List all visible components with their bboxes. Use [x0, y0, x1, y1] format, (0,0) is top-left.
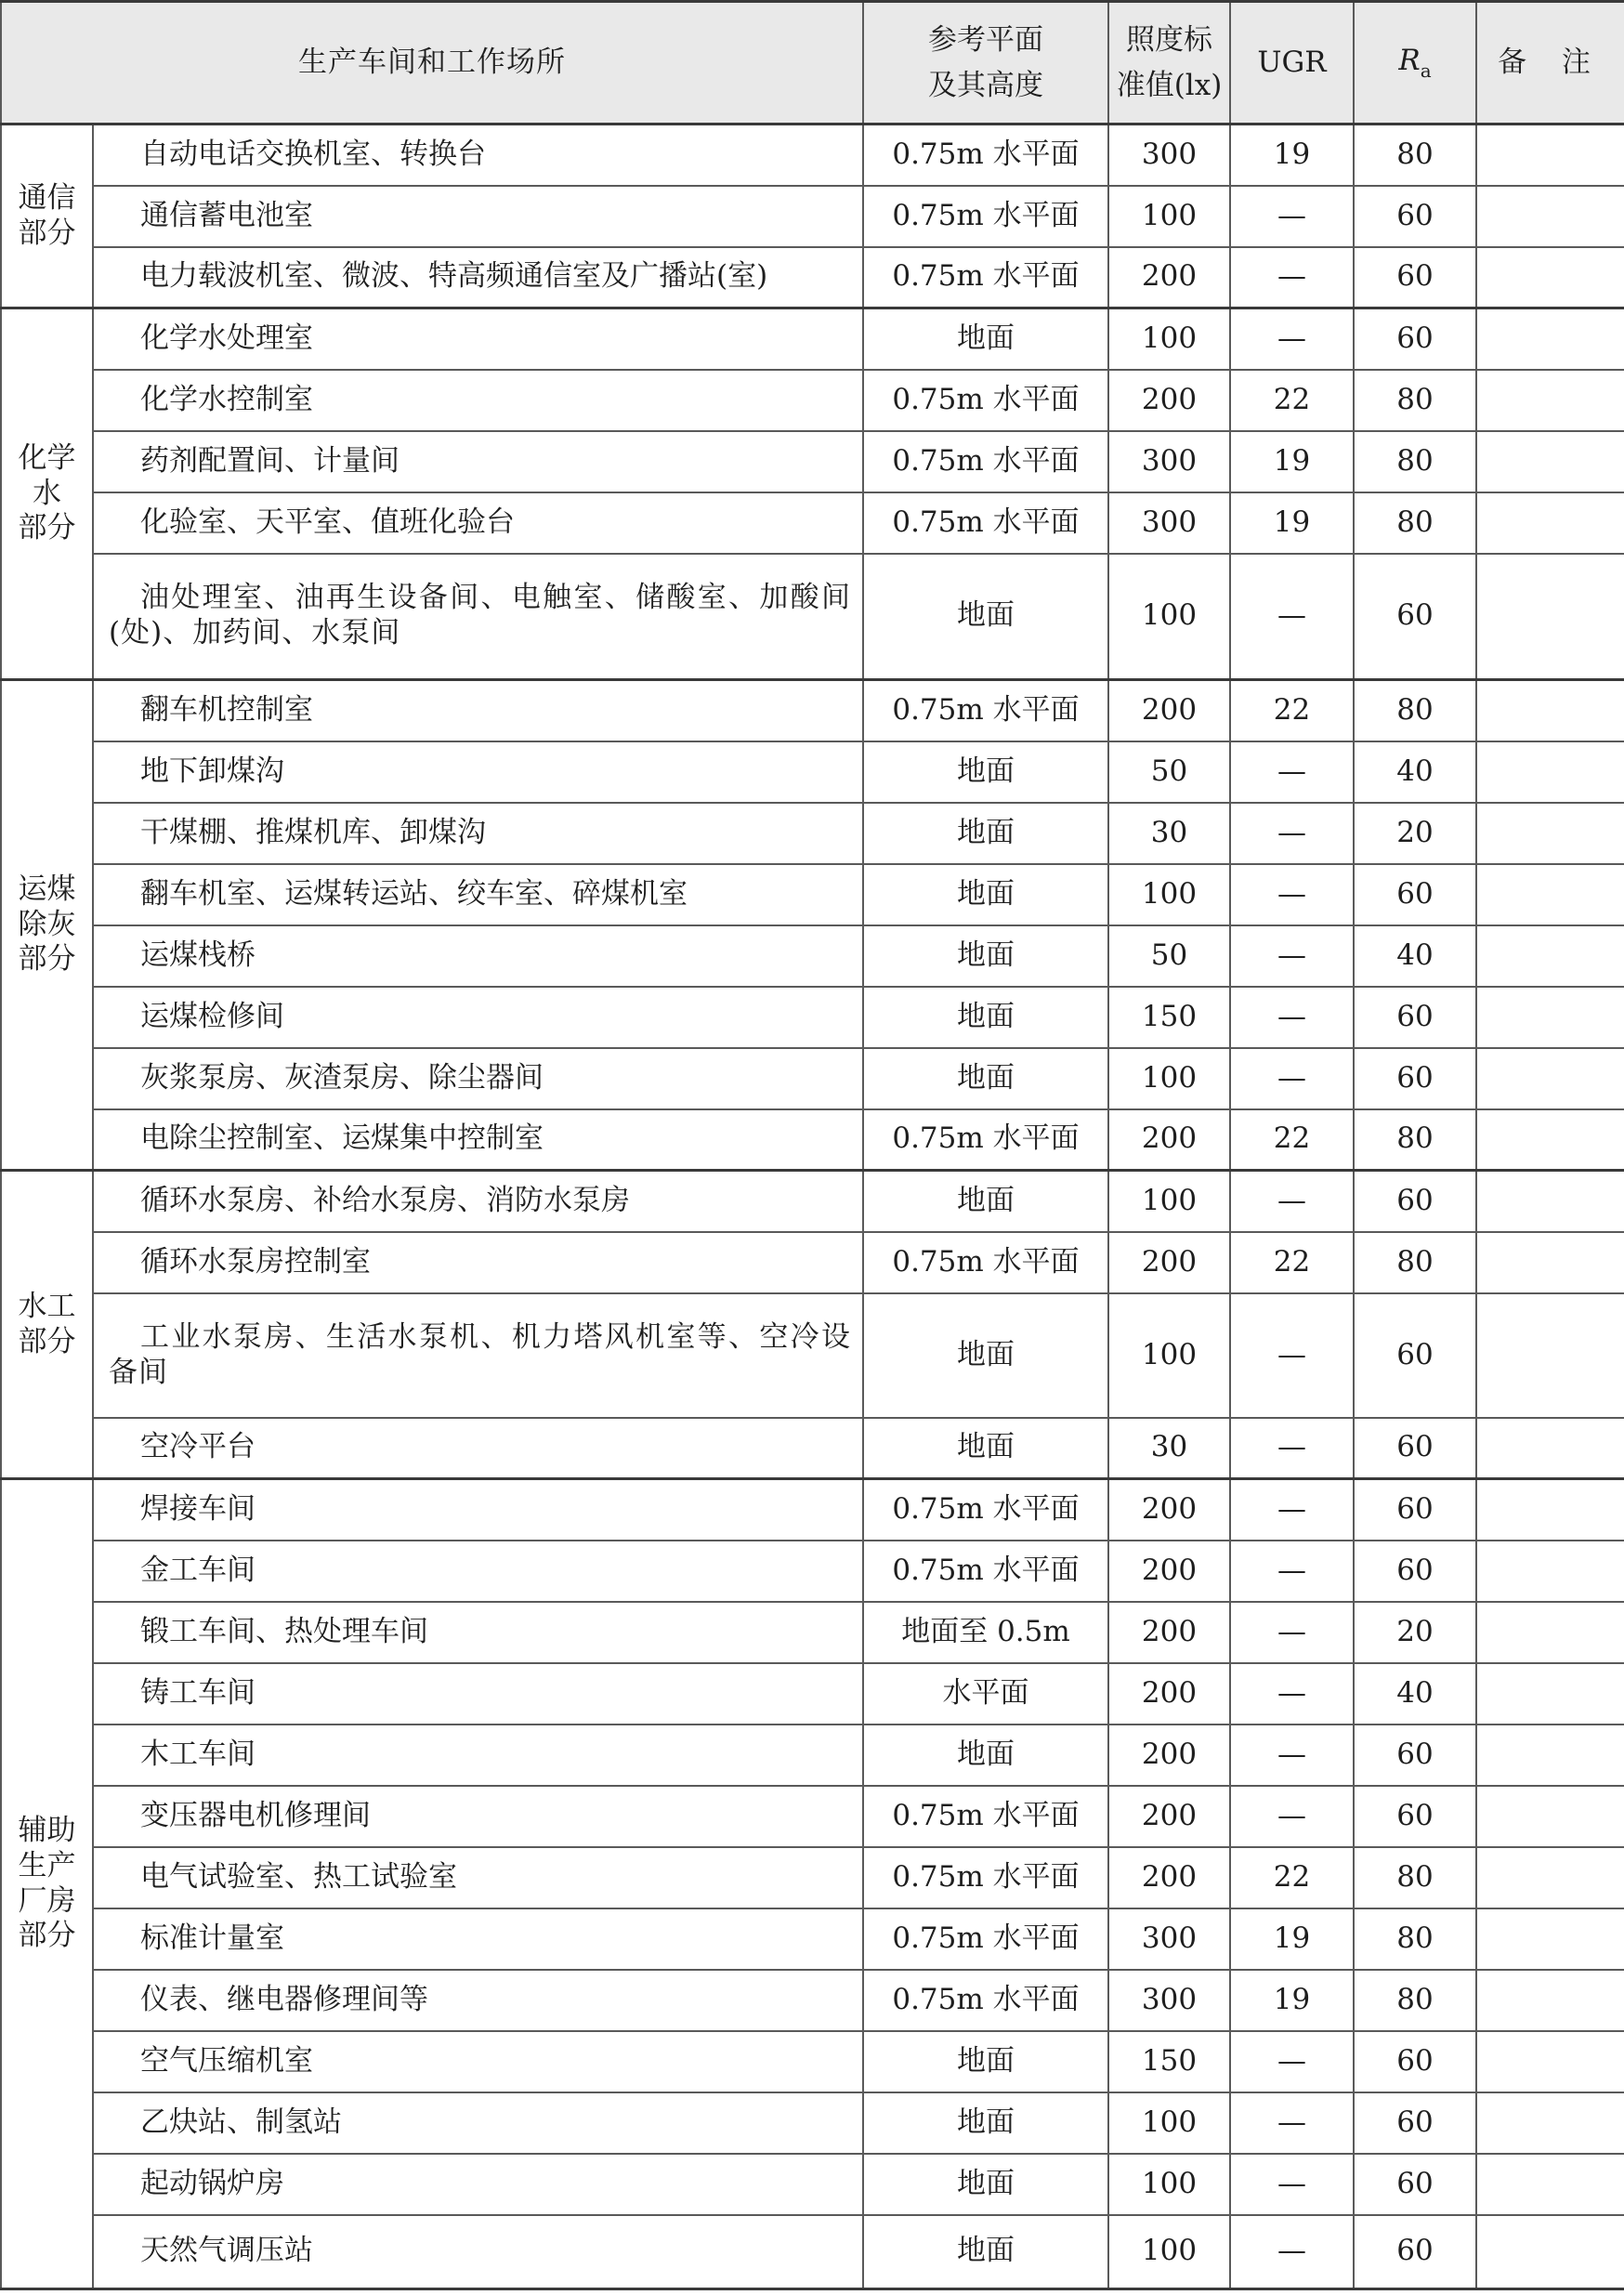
cell-reference-plane: 0.75m 水平面 [863, 431, 1108, 492]
header-ugr: UGR [1230, 2, 1354, 125]
cell-place-name: 运煤检修间 [93, 987, 863, 1048]
table-body [1, 125, 1624, 2289]
cell-ugr: — [1230, 1663, 1354, 1725]
table-row [1, 431, 1624, 492]
table-row [1, 2092, 1624, 2154]
cell-ugr: — [1230, 1602, 1354, 1663]
cell-place-name: 电除尘控制室、运煤集中控制室 [93, 1109, 863, 1171]
cell-ra: 60 [1354, 2154, 1476, 2215]
cell-reference-plane: 0.75m 水平面 [863, 1479, 1108, 1541]
table-row [1, 1109, 1624, 1171]
cell-ra: 80 [1354, 492, 1476, 554]
cell-ugr: — [1230, 2154, 1354, 2215]
group-label: 化学 水 部分 [1, 308, 93, 680]
table-row [1, 125, 1624, 186]
cell-ra: 60 [1354, 1786, 1476, 1847]
cell-note [1476, 987, 1624, 1048]
cell-ra: 60 [1354, 186, 1476, 247]
header-lux [1108, 2, 1230, 125]
cell-illuminance: 100 [1108, 1048, 1230, 1109]
cell-ra: 60 [1354, 2215, 1476, 2289]
cell-note [1476, 1418, 1624, 1479]
cell-note [1476, 1663, 1624, 1725]
cell-ugr: — [1230, 186, 1354, 247]
cell-ra: 60 [1354, 1418, 1476, 1479]
cell-note [1476, 1725, 1624, 1786]
cell-note [1476, 247, 1624, 308]
table-row [1, 1663, 1624, 1725]
cell-illuminance: 100 [1108, 186, 1230, 247]
cell-ra: 60 [1354, 247, 1476, 308]
cell-reference-plane: 0.75m 水平面 [863, 1786, 1108, 1847]
cell-note [1476, 1232, 1624, 1293]
cell-ra: 60 [1354, 1048, 1476, 1109]
cell-place-name: 乙炔站、制氢站 [93, 2092, 863, 2154]
cell-ugr: — [1230, 554, 1354, 680]
cell-ugr: — [1230, 2031, 1354, 2092]
header-ra [1354, 2, 1476, 125]
table-row [1, 1479, 1624, 1541]
cell-place-name: 天然气调压站 [93, 2215, 863, 2289]
cell-note [1476, 2092, 1624, 2154]
cell-note [1476, 2154, 1624, 2215]
cell-note [1476, 1293, 1624, 1418]
cell-note [1476, 1908, 1624, 1970]
cell-place-name: 循环水泵房、补给水泵房、消防水泵房 [93, 1171, 863, 1232]
cell-reference-plane: 地面 [863, 1725, 1108, 1786]
cell-reference-plane: 0.75m 水平面 [863, 370, 1108, 431]
cell-ra: 20 [1354, 803, 1476, 864]
cell-ugr: — [1230, 925, 1354, 987]
cell-ra: 60 [1354, 864, 1476, 925]
cell-reference-plane: 地面 [863, 864, 1108, 925]
table-row [1, 2154, 1624, 2215]
cell-reference-plane: 0.75m 水平面 [863, 1970, 1108, 2031]
cell-reference-plane: 0.75m 水平面 [863, 1541, 1108, 1602]
table-row [1, 2031, 1624, 2092]
cell-note [1476, 2215, 1624, 2289]
table-row [1, 680, 1624, 741]
cell-illuminance: 100 [1108, 308, 1230, 370]
cell-note [1476, 492, 1624, 554]
cell-ra: 80 [1354, 1109, 1476, 1171]
table-row [1, 1786, 1624, 1847]
cell-place-name: 起动锅炉房 [93, 2154, 863, 2215]
cell-illuminance: 50 [1108, 925, 1230, 987]
table-row [1, 2215, 1624, 2289]
cell-ra: 60 [1354, 554, 1476, 680]
header-plane-text: 参考平面 及其高度 [928, 23, 1043, 102]
cell-note [1476, 1786, 1624, 1847]
table-row [1, 1725, 1624, 1786]
cell-ugr: — [1230, 1293, 1354, 1418]
cell-illuminance: 30 [1108, 1418, 1230, 1479]
cell-illuminance: 300 [1108, 1970, 1230, 2031]
cell-illuminance: 200 [1108, 1847, 1230, 1908]
cell-illuminance: 200 [1108, 1232, 1230, 1293]
cell-place-name: 锻工车间、热处理车间 [93, 1602, 863, 1663]
table-row [1, 1602, 1624, 1663]
cell-ra: 80 [1354, 1232, 1476, 1293]
group-label: 辅助 生产 厂房 部分 [1, 1479, 93, 2289]
cell-ugr: — [1230, 803, 1354, 864]
cell-illuminance: 300 [1108, 492, 1230, 554]
cell-place-name: 电力载波机室、微波、特高频通信室及广播站(室) [93, 247, 863, 308]
cell-reference-plane: 0.75m 水平面 [863, 1232, 1108, 1293]
cell-place-name: 空气压缩机室 [93, 2031, 863, 2092]
cell-ugr: — [1230, 1048, 1354, 1109]
cell-note [1476, 308, 1624, 370]
cell-ra: 80 [1354, 431, 1476, 492]
header-ra-subscript: a [1420, 59, 1432, 82]
cell-ra: 60 [1354, 1479, 1476, 1541]
cell-ugr: 19 [1230, 125, 1354, 186]
cell-ra: 80 [1354, 370, 1476, 431]
cell-ra: 60 [1354, 1725, 1476, 1786]
cell-ra: 80 [1354, 680, 1476, 741]
table-row [1, 1908, 1624, 1970]
cell-place-name: 通信蓄电池室 [93, 186, 863, 247]
cell-ugr: 22 [1230, 1109, 1354, 1171]
cell-reference-plane: 地面 [863, 2092, 1108, 2154]
cell-ugr: — [1230, 741, 1354, 803]
cell-place-name: 仪表、继电器修理间等 [93, 1970, 863, 2031]
cell-note [1476, 803, 1624, 864]
table-row [1, 1232, 1624, 1293]
table-row [1, 370, 1624, 431]
cell-place-name: 翻车机室、运煤转运站、绞车室、碎煤机室 [93, 864, 863, 925]
cell-illuminance: 200 [1108, 1725, 1230, 1786]
cell-reference-plane: 0.75m 水平面 [863, 186, 1108, 247]
cell-illuminance: 100 [1108, 554, 1230, 680]
cell-note [1476, 1479, 1624, 1541]
cell-ugr: 19 [1230, 1908, 1354, 1970]
cell-note [1476, 1602, 1624, 1663]
cell-illuminance: 300 [1108, 431, 1230, 492]
cell-place-name: 运煤栈桥 [93, 925, 863, 987]
cell-place-name: 化学水处理室 [93, 308, 863, 370]
cell-ra: 80 [1354, 1908, 1476, 1970]
header-place: 生产车间和工作场所 [1, 2, 863, 125]
cell-illuminance: 200 [1108, 247, 1230, 308]
cell-reference-plane: 地面 [863, 308, 1108, 370]
table-row [1, 1541, 1624, 1602]
cell-reference-plane: 0.75m 水平面 [863, 247, 1108, 308]
cell-reference-plane: 0.75m 水平面 [863, 1847, 1108, 1908]
cell-ugr: — [1230, 1479, 1354, 1541]
cell-place-name: 木工车间 [93, 1725, 863, 1786]
table-row [1, 186, 1624, 247]
group-label: 水工 部分 [1, 1171, 93, 1479]
cell-ra: 60 [1354, 987, 1476, 1048]
cell-note [1476, 925, 1624, 987]
table-row [1, 492, 1624, 554]
cell-ra: 60 [1354, 2031, 1476, 2092]
cell-reference-plane: 0.75m 水平面 [863, 125, 1108, 186]
cell-ra: 80 [1354, 125, 1476, 186]
cell-note [1476, 864, 1624, 925]
cell-note [1476, 431, 1624, 492]
table-row [1, 1847, 1624, 1908]
cell-reference-plane: 地面 [863, 554, 1108, 680]
cell-place-name: 自动电话交换机室、转换台 [93, 125, 863, 186]
cell-reference-plane: 0.75m 水平面 [863, 680, 1108, 741]
cell-ugr: — [1230, 987, 1354, 1048]
cell-place-name: 电气试验室、热工试验室 [93, 1847, 863, 1908]
cell-note [1476, 1171, 1624, 1232]
cell-ra: 80 [1354, 1970, 1476, 2031]
cell-reference-plane: 地面 [863, 987, 1108, 1048]
cell-illuminance: 100 [1108, 2215, 1230, 2289]
cell-place-name: 铸工车间 [93, 1663, 863, 1725]
cell-illuminance: 200 [1108, 370, 1230, 431]
table-row [1, 1171, 1624, 1232]
cell-illuminance: 200 [1108, 680, 1230, 741]
cell-illuminance: 200 [1108, 1786, 1230, 1847]
cell-ugr: — [1230, 2215, 1354, 2289]
cell-illuminance: 100 [1108, 1293, 1230, 1418]
cell-illuminance: 150 [1108, 2031, 1230, 2092]
cell-ra: 40 [1354, 925, 1476, 987]
table-row [1, 864, 1624, 925]
cell-note [1476, 554, 1624, 680]
cell-ugr: — [1230, 308, 1354, 370]
cell-place-name: 化验室、天平室、值班化验台 [93, 492, 863, 554]
cell-note [1476, 1970, 1624, 2031]
cell-ugr: — [1230, 1786, 1354, 1847]
header-ra-symbol: R [1398, 43, 1421, 77]
cell-ugr: — [1230, 1541, 1354, 1602]
cell-note [1476, 1847, 1624, 1908]
cell-ugr: 19 [1230, 492, 1354, 554]
cell-reference-plane: 地面 [863, 803, 1108, 864]
cell-ugr: 22 [1230, 370, 1354, 431]
cell-ugr: 19 [1230, 1970, 1354, 2031]
cell-place-name: 化学水控制室 [93, 370, 863, 431]
cell-ra: 20 [1354, 1602, 1476, 1663]
cell-reference-plane: 地面 [863, 1418, 1108, 1479]
cell-illuminance: 100 [1108, 1171, 1230, 1232]
cell-reference-plane: 地面 [863, 1048, 1108, 1109]
cell-ugr: — [1230, 1725, 1354, 1786]
cell-place-name: 循环水泵房控制室 [93, 1232, 863, 1293]
cell-note [1476, 186, 1624, 247]
table-row [1, 987, 1624, 1048]
cell-place-name: 焊接车间 [93, 1479, 863, 1541]
cell-note [1476, 2031, 1624, 2092]
cell-reference-plane: 0.75m 水平面 [863, 1109, 1108, 1171]
cell-note [1476, 741, 1624, 803]
table-row [1, 741, 1624, 803]
cell-illuminance: 200 [1108, 1109, 1230, 1171]
cell-place-name: 油处理室、油再生设备间、电触室、储酸室、加酸间(处)、加药间、水泵间 [93, 554, 863, 680]
table-row [1, 925, 1624, 987]
cell-place-name: 药剂配置间、计量间 [93, 431, 863, 492]
table-row [1, 1048, 1624, 1109]
cell-reference-plane: 地面 [863, 925, 1108, 987]
cell-note [1476, 370, 1624, 431]
cell-ugr: 22 [1230, 680, 1354, 741]
cell-reference-plane: 0.75m 水平面 [863, 1908, 1108, 1970]
cell-ra: 60 [1354, 1541, 1476, 1602]
cell-place-name: 标准计量室 [93, 1908, 863, 1970]
cell-reference-plane: 地面 [863, 1171, 1108, 1232]
table-row [1, 1293, 1624, 1418]
cell-note [1476, 125, 1624, 186]
cell-place-name: 空冷平台 [93, 1418, 863, 1479]
cell-place-name: 干煤棚、推煤机库、卸煤沟 [93, 803, 863, 864]
cell-note [1476, 1048, 1624, 1109]
cell-reference-plane: 地面至 0.5m [863, 1602, 1108, 1663]
cell-reference-plane: 0.75m 水平面 [863, 492, 1108, 554]
cell-illuminance: 300 [1108, 1908, 1230, 1970]
cell-illuminance: 100 [1108, 864, 1230, 925]
group-label: 运煤 除灰 部分 [1, 680, 93, 1171]
cell-place-name: 灰浆泵房、灰渣泵房、除尘器间 [93, 1048, 863, 1109]
cell-illuminance: 200 [1108, 1541, 1230, 1602]
cell-place-name: 变压器电机修理间 [93, 1786, 863, 1847]
cell-reference-plane: 水平面 [863, 1663, 1108, 1725]
header-row [1, 2, 1624, 125]
cell-ra: 60 [1354, 1171, 1476, 1232]
cell-reference-plane: 地面 [863, 2031, 1108, 2092]
cell-illuminance: 100 [1108, 2092, 1230, 2154]
cell-ra: 80 [1354, 1847, 1476, 1908]
cell-ugr: 19 [1230, 431, 1354, 492]
cell-illuminance: 150 [1108, 987, 1230, 1048]
table-row [1, 1418, 1624, 1479]
cell-place-name: 金工车间 [93, 1541, 863, 1602]
cell-ugr: — [1230, 1418, 1354, 1479]
cell-illuminance: 50 [1108, 741, 1230, 803]
cell-illuminance: 30 [1108, 803, 1230, 864]
cell-note [1476, 1541, 1624, 1602]
cell-illuminance: 200 [1108, 1602, 1230, 1663]
cell-ugr: — [1230, 2092, 1354, 2154]
cell-ra: 40 [1354, 1663, 1476, 1725]
cell-ugr: 22 [1230, 1232, 1354, 1293]
table-row [1, 803, 1624, 864]
cell-ra: 60 [1354, 2092, 1476, 2154]
cell-place-name: 翻车机控制室 [93, 680, 863, 741]
cell-reference-plane: 地面 [863, 741, 1108, 803]
table-row [1, 308, 1624, 370]
cell-ugr: — [1230, 247, 1354, 308]
table-row [1, 1970, 1624, 2031]
cell-note [1476, 1109, 1624, 1171]
cell-place-name: 地下卸煤沟 [93, 741, 863, 803]
cell-ugr: — [1230, 864, 1354, 925]
cell-note [1476, 680, 1624, 741]
cell-ugr: — [1230, 1171, 1354, 1232]
cell-ra: 60 [1354, 1293, 1476, 1418]
cell-reference-plane: 地面 [863, 2154, 1108, 2215]
cell-reference-plane: 地面 [863, 1293, 1108, 1418]
cell-illuminance: 300 [1108, 125, 1230, 186]
group-label: 通信 部分 [1, 125, 93, 308]
cell-ra: 40 [1354, 741, 1476, 803]
cell-illuminance: 100 [1108, 2154, 1230, 2215]
cell-illuminance: 200 [1108, 1479, 1230, 1541]
header-note: 备 注 [1476, 2, 1624, 125]
cell-ugr: 22 [1230, 1847, 1354, 1908]
table-row [1, 247, 1624, 308]
header-plane [863, 2, 1108, 125]
header-lux-text: 照度标 准值(lx) [1116, 23, 1223, 102]
table-row [1, 554, 1624, 680]
cell-place-name: 工业水泵房、生活水泵机、机力塔风机室等、空冷设备间 [93, 1293, 863, 1418]
cell-illuminance: 200 [1108, 1663, 1230, 1725]
cell-reference-plane: 地面 [863, 2215, 1108, 2289]
cell-ra: 60 [1354, 308, 1476, 370]
